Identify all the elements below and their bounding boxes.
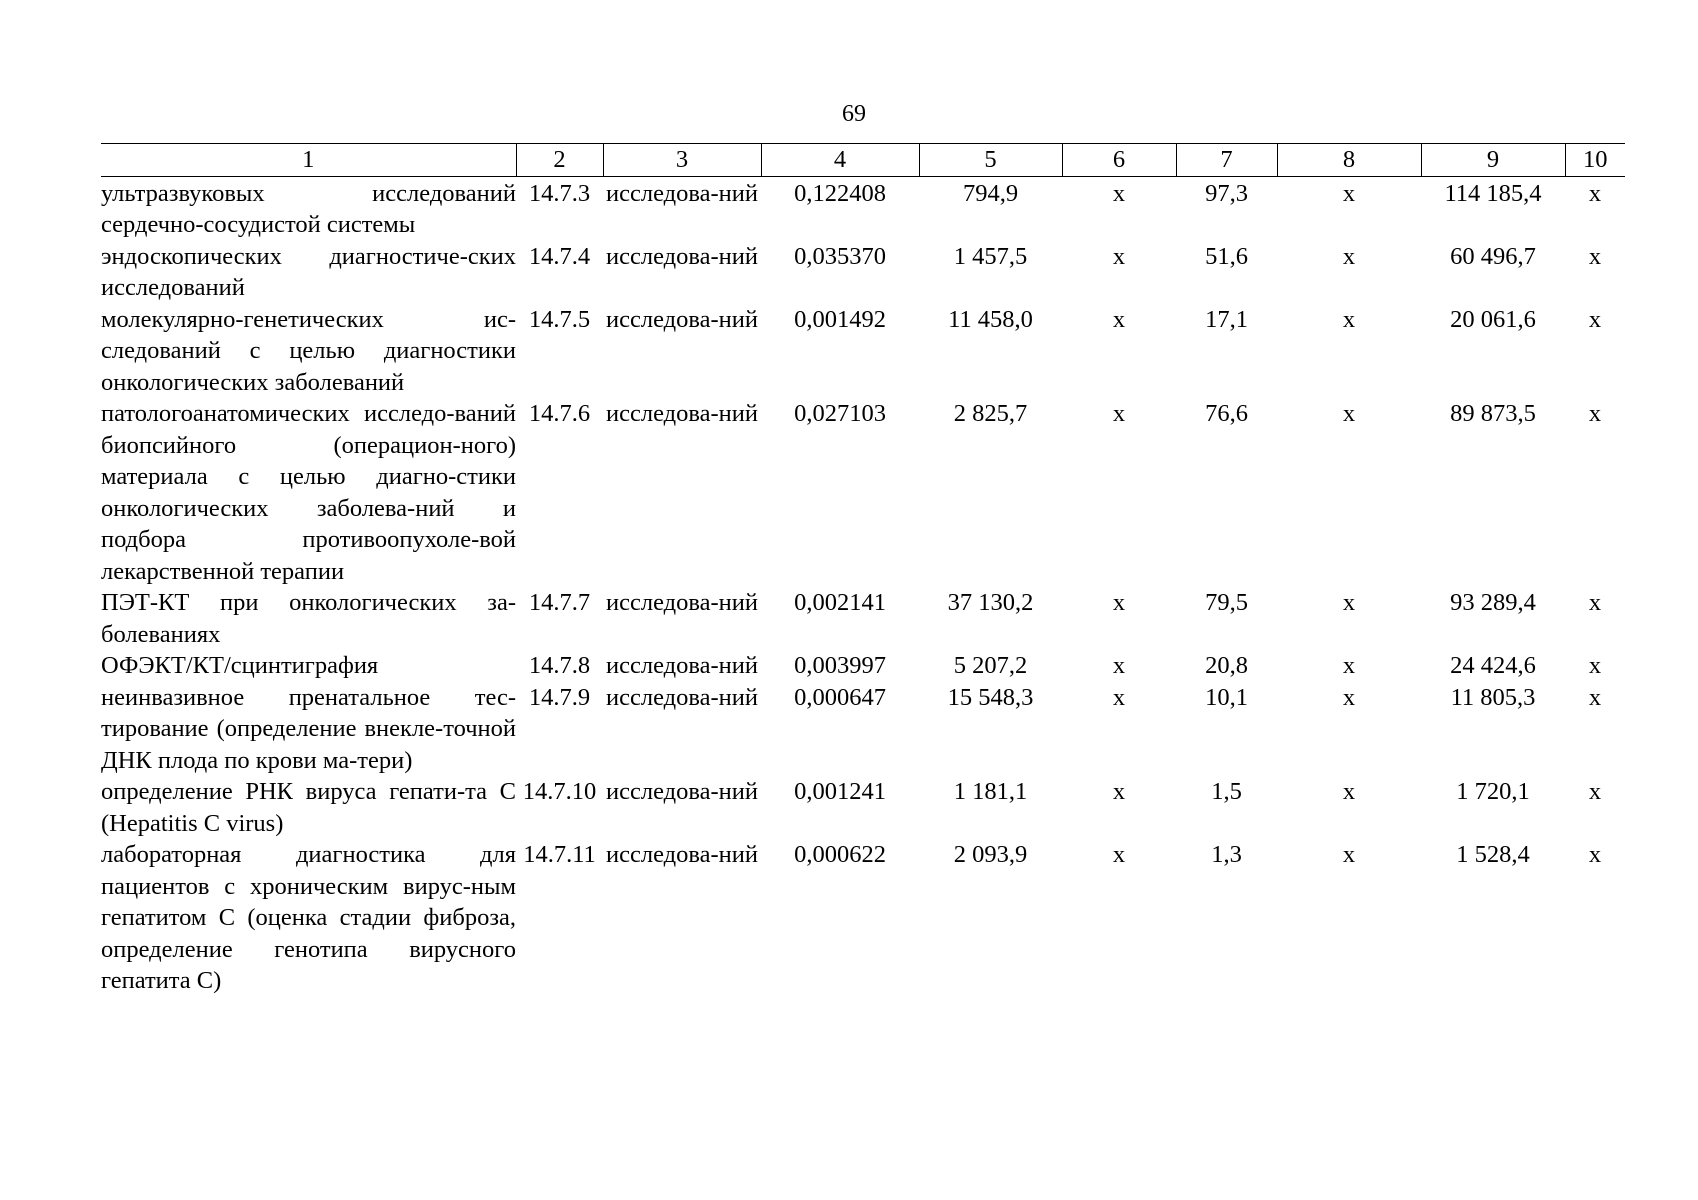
row-value-5: 5 207,2 [953, 652, 1028, 679]
row-value-4: 0,001492 [794, 305, 886, 333]
row-unit: исследова-ний [606, 242, 758, 270]
row-name: неинвазивное пренатальное тес-тирование (определение внекле-точной ДНК плода по крови ма-тери) [101, 683, 516, 774]
row-value-6: х [1112, 652, 1126, 679]
table-row [101, 176, 1625, 241]
row-value-4: 0,035370 [794, 242, 886, 270]
data-table [101, 143, 1625, 997]
column-header-10: 10 [1565, 144, 1625, 177]
row-value-8: х [1342, 242, 1356, 270]
row-value-8: х [1342, 652, 1356, 679]
row-value-10: х [1588, 242, 1602, 270]
row-value-9: 1 528,4 [1456, 841, 1530, 868]
row-value-10: х [1588, 841, 1602, 868]
row-value-6: х [1112, 683, 1126, 711]
row-code: 14.7.3 [528, 179, 591, 207]
table-row [101, 839, 1625, 997]
row-value-7: 1,5 [1211, 778, 1242, 805]
row-unit: исследова-ний [606, 683, 758, 711]
row-value-6: х [1112, 179, 1126, 207]
row-value-9: 24 424,6 [1450, 652, 1536, 679]
row-name: ультразвуковых исследований сердечно-сосудистой системы [101, 179, 516, 238]
row-value-6: х [1112, 841, 1126, 868]
table-row [101, 587, 1625, 650]
row-value-6: х [1112, 305, 1126, 333]
row-value-7: 20,8 [1205, 652, 1248, 679]
row-value-6: х [1112, 778, 1126, 805]
column-header-1: 1 [101, 144, 516, 177]
row-value-8: х [1342, 400, 1356, 427]
row-value-4: 0,002141 [794, 589, 886, 616]
row-value-6: х [1112, 400, 1126, 427]
row-value-9: 89 873,5 [1450, 400, 1536, 427]
column-header-7: 7 [1176, 144, 1277, 177]
row-value-9: 11 805,3 [1450, 683, 1536, 711]
row-value-5: 15 548,3 [947, 683, 1034, 711]
row-value-10: х [1588, 179, 1602, 207]
row-value-7: 10,1 [1205, 683, 1248, 711]
row-value-5: 2 825,7 [953, 400, 1028, 427]
row-value-10: х [1588, 305, 1602, 333]
column-header-4: 4 [761, 144, 919, 177]
row-value-10: х [1588, 778, 1602, 805]
row-unit: исследова-ний [606, 589, 758, 616]
column-header-8: 8 [1277, 144, 1421, 177]
row-code: 14.7.6 [528, 400, 591, 427]
row-value-4: 0,003997 [794, 652, 886, 679]
row-unit: исследова-ний [606, 778, 758, 805]
table-row [101, 776, 1625, 839]
row-name: патологоанатомических исследо-ваний биопсийного (операцион-ного) материала с целью диагно-стики онкологических заболева-ний и подбора противоопухоле-вой лекарственной терапии [101, 400, 516, 585]
row-value-7: 1,3 [1211, 841, 1242, 868]
column-header-6: 6 [1062, 144, 1176, 177]
row-value-5: 2 093,9 [953, 841, 1028, 868]
row-unit: исследова-ний [606, 841, 758, 868]
row-unit: исследова-ний [606, 652, 758, 679]
row-value-8: х [1342, 179, 1356, 207]
table-header [101, 144, 1625, 177]
row-value-9: 20 061,6 [1450, 305, 1536, 333]
row-value-8: х [1342, 841, 1356, 868]
row-value-7: 17,1 [1205, 305, 1248, 333]
table-row [101, 304, 1625, 399]
table-row [101, 682, 1625, 777]
row-value-4: 0,000622 [794, 841, 886, 868]
column-header-2: 2 [516, 144, 603, 177]
table-row [101, 650, 1625, 682]
row-code: 14.7.4 [528, 242, 591, 270]
page-number: 69 [842, 101, 866, 127]
row-value-10: х [1588, 652, 1602, 679]
row-code: 14.7.10 [522, 778, 597, 805]
row-value-10: х [1588, 683, 1602, 711]
row-code: 14.7.7 [528, 589, 591, 616]
row-value-5: 1 181,1 [953, 778, 1028, 805]
row-code: 14.7.8 [528, 652, 591, 679]
row-value-8: х [1342, 305, 1356, 333]
row-value-5: 37 130,2 [947, 589, 1034, 616]
row-value-6: х [1112, 589, 1126, 616]
row-name: ПЭТ-КТ при онкологических за-болеваниях [101, 589, 516, 648]
row-value-10: х [1588, 589, 1602, 616]
row-value-4: 0,027103 [794, 400, 886, 427]
table-row [101, 241, 1625, 304]
row-value-9: 60 496,7 [1450, 242, 1536, 270]
row-value-10: х [1588, 400, 1602, 427]
row-name: лабораторная диагностика для пациентов с хроническим вирус-ным гепатитом С (оценка стадии фиброза, определение генотипа вирусного гепатита С) [101, 841, 516, 994]
row-name: определение РНК вируса гепати-та С (Hepatitis C virus) [101, 778, 516, 837]
row-value-4: 0,001241 [794, 778, 886, 805]
row-value-7: 76,6 [1205, 400, 1248, 427]
row-name: ОФЭКТ/КТ/сцинтиграфия [101, 652, 379, 679]
column-header-5: 5 [919, 144, 1062, 177]
row-unit: исследова-ний [606, 400, 758, 427]
row-code: 14.7.9 [528, 683, 591, 711]
row-value-7: 51,6 [1205, 242, 1248, 270]
row-value-8: х [1342, 778, 1356, 805]
column-header-9: 9 [1421, 144, 1565, 177]
row-value-5: 1 457,5 [953, 242, 1028, 270]
row-value-9: 93 289,4 [1450, 589, 1536, 616]
row-unit: исследова-ний [606, 305, 758, 333]
row-value-4: 0,000647 [794, 683, 886, 711]
row-value-6: х [1112, 242, 1126, 270]
row-value-8: х [1342, 589, 1356, 616]
column-header-3: 3 [603, 144, 761, 177]
row-value-7: 97,3 [1205, 179, 1248, 207]
row-value-5: 11 458,0 [948, 305, 1033, 333]
row-value-7: 79,5 [1205, 589, 1248, 616]
row-value-8: х [1342, 683, 1356, 711]
row-name: эндоскопических диагностиче-ских исследований [101, 242, 516, 301]
row-code: 14.7.5 [528, 305, 591, 333]
table-row [101, 398, 1625, 587]
row-value-9: 1 720,1 [1456, 778, 1530, 805]
table-body [101, 176, 1625, 997]
row-value-5: 794,9 [962, 179, 1019, 207]
row-value-9: 114 185,4 [1444, 179, 1542, 207]
row-name: молекулярно-генетических ис-следований с целью диагностики онкологических заболеваний [101, 305, 516, 396]
row-unit: исследова-ний [606, 179, 758, 207]
row-code: 14.7.11 [523, 841, 596, 868]
header-row [101, 144, 1625, 177]
row-value-4: 0,122408 [794, 179, 886, 207]
